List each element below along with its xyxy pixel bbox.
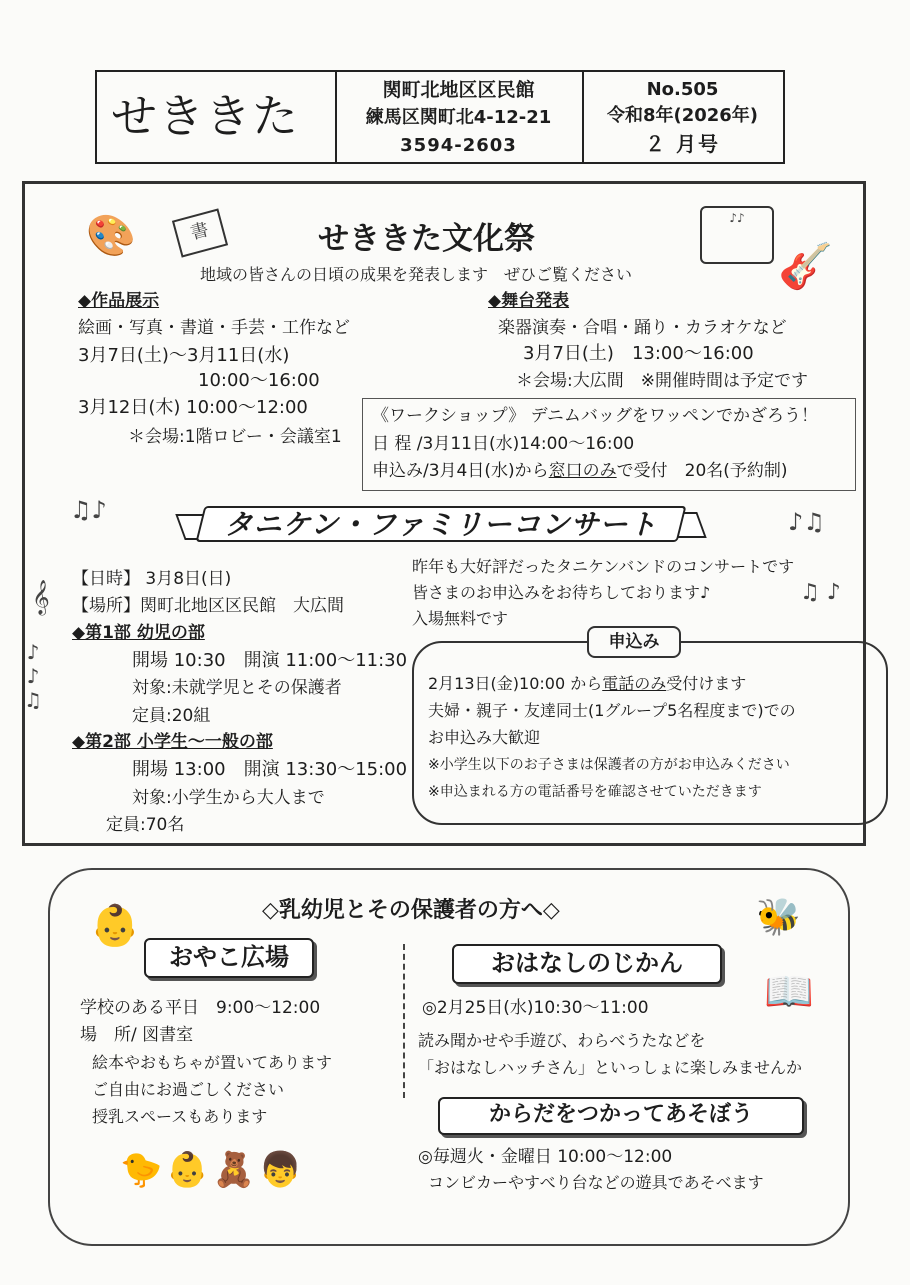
oyako-line-3: 授乳スペースもあります — [92, 1107, 268, 1126]
stage-genres: 楽器演奏・合唱・踊り・カラオケなど — [498, 318, 787, 338]
part2-capacity: 定員:70名 — [106, 815, 185, 835]
concert-apply-tab: 申込み — [587, 626, 681, 658]
exhibit-dates-1: 3月7日(土)～3月11日(水) — [78, 345, 290, 366]
kids-divider — [403, 944, 405, 1098]
facility-address: 練馬区関町北4-12-21 — [365, 107, 552, 128]
workshop-apply-window-only: 窓口のみ — [548, 461, 617, 481]
concert-intro-3: 入場無料です — [412, 609, 509, 628]
facility-phone: 3594-2603 — [400, 135, 517, 156]
music-notes-left-icon: ♫♪ — [70, 496, 107, 524]
facility-name: 関町北地区区民館 — [382, 79, 535, 101]
masthead-contact-cell — [335, 72, 584, 162]
ohanashi-title: おはなしのじかん — [452, 944, 722, 984]
exhibit-venue: ＊会場:1階ロビー・会議室1 — [128, 427, 342, 447]
exhibit-time-1: 10:00～16:00 — [198, 370, 320, 391]
newsletter-title: せききた — [111, 89, 299, 143]
karada-line-1: コンビカーやすべり台などの遊具であそべます — [428, 1173, 764, 1192]
part1-heading: ◆第1部 幼児の部 — [72, 623, 205, 643]
ohanashi-line-1: 読み聞かせや手遊び、わらべうたなどを — [418, 1031, 706, 1050]
part2-heading: ◆第2部 小学生～一般の部 — [72, 732, 273, 752]
oyako-schedule: 学校のある平日 9:00～12:00 — [80, 998, 321, 1018]
workshop-schedule: 日 程 /3月11日(水)14:00～16:00 — [372, 434, 635, 454]
ohanashi-line-2: 「おはなしハッチさん」といっしょに楽しみませんか — [418, 1058, 803, 1077]
issue-year: 令和8年(2026年) — [606, 105, 759, 126]
ohanashi-date: ◎2月25日(水)10:30～11:00 — [422, 998, 649, 1018]
oyako-place: 場 所/ 図書室 — [80, 1025, 194, 1045]
music-notes-small-icon: ♫ ♪ — [800, 580, 841, 605]
workshop-apply: 申込み/3月4日(水)から窓口のみで受付 20名(予約制) — [372, 461, 788, 481]
apply-line-2: 夫婦・親子・友達同士(1グループ5名程度まで)での — [428, 701, 796, 720]
stage-heading: ◆舞台発表 — [488, 291, 570, 311]
apply-phone-only: 電話のみ — [602, 674, 667, 693]
part1-capacity: 定員:20組 — [132, 706, 211, 726]
kids-heading: ◇乳幼児とその保護者の方へ◇ — [262, 898, 560, 923]
music-notes-right-icon: ♪♫ — [788, 508, 825, 536]
part1-target: 対象:未就学児とその保護者 — [132, 678, 342, 698]
festival-title: せききた文化祭 — [318, 221, 535, 257]
exhibit-heading: ◆作品展示 — [78, 291, 160, 311]
picture-book-icon: 📖 — [764, 969, 814, 1015]
concert-title: タニケン・ファミリーコンサート — [224, 508, 658, 541]
masthead — [95, 70, 785, 164]
masthead-title-cell — [97, 72, 337, 162]
stage-date: 3月7日(土) 13:00～16:00 — [523, 343, 754, 364]
concert-place: 【場所】関町北地区区民館 大広間 — [72, 596, 344, 616]
exhibit-genres: 絵画・写真・書道・手芸・工作など — [78, 318, 350, 338]
apply-line-1: 2月13日(金)10:00 から電話のみ受付けます — [428, 674, 747, 693]
concert-datetime: 【日時】 3月8日(日) — [72, 569, 232, 589]
apply-line-3: お申込み大歓迎 — [428, 728, 541, 747]
workshop-title: 《ワークショップ》 デニムバッグをワッペンでかざろう！ — [372, 406, 819, 426]
treble-clef-icon: 𝄞 — [32, 580, 50, 615]
issue-month: ２ 月号 — [645, 132, 720, 156]
apply-note-1: ※小学生以下のお子さまは保護者の方がお申込みください — [428, 757, 790, 773]
oyako-title: おやこ広場 — [144, 938, 314, 978]
part2-time: 開場 13:00 開演 13:30～15:00 — [132, 759, 408, 780]
stage-venue: ＊会場:大広間 ※開催時間は予定です — [516, 371, 808, 391]
oyako-line-2: ご自由にお過ごしください — [92, 1080, 285, 1099]
guitar-icon: 🎸 — [778, 241, 833, 292]
music-note-column-icon: ♪ ♪ ♫ — [24, 640, 42, 712]
oyako-line-1: 絵本やおもちゃが置いてあります — [92, 1053, 333, 1072]
masthead-issue-cell — [582, 72, 783, 162]
karada-schedule: ◎毎週火・金曜日 10:00～12:00 — [418, 1147, 673, 1167]
bee-icon: 🐝 — [756, 897, 801, 938]
part2-target: 対象:小学生から大人まで — [132, 788, 325, 808]
concert-intro-1: 昨年も大好評だったタニケンバンドのコンサートです — [412, 557, 795, 576]
festival-subtitle: 地域の皆さんの日頃の成果を発表します ぜひご覧ください — [200, 265, 633, 284]
issue-number: No.505 — [646, 79, 719, 100]
easel-palette-icon: 🎨 — [86, 213, 136, 259]
part1-time: 開場 10:30 開演 11:00～11:30 — [132, 650, 408, 671]
apply-note-2: ※申込まれる方の電話番号を確認させていただきます — [428, 784, 762, 800]
calligraphy-icon: 書 — [172, 208, 228, 257]
baby-icon: 👶 — [90, 903, 140, 949]
concert-banner — [180, 500, 702, 548]
stage-icon: ♪♪ — [700, 206, 774, 264]
exhibit-dates-2: 3月12日(木) 10:00～12:00 — [78, 397, 308, 418]
karada-title: からだをつかってあそぼう — [438, 1097, 804, 1135]
concert-intro-2: 皆さまのお申込みをお待ちしております♪ — [412, 583, 711, 602]
toys-children-icon: 🐤👶🧸👦 — [120, 1150, 306, 1190]
